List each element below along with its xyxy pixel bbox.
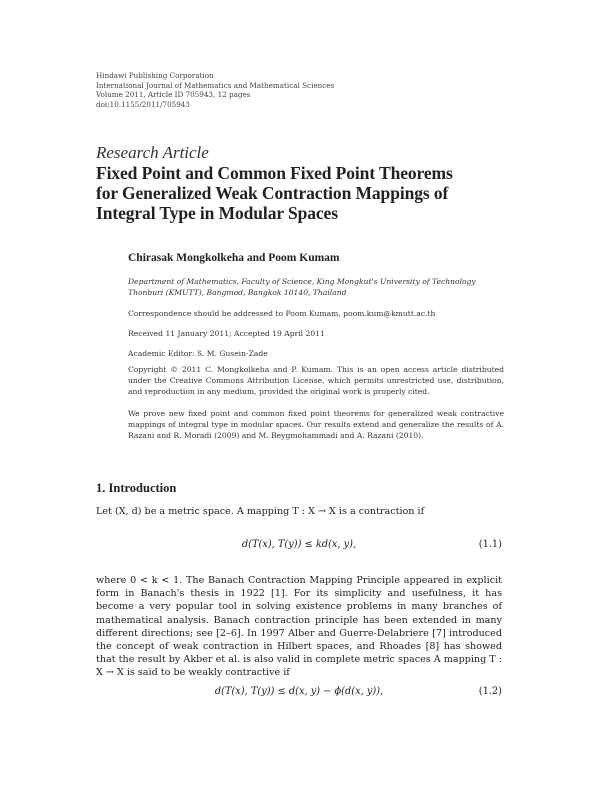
copyright-notice: Copyright © 2011 C. Mongkolkeha and P. Kumam. This is an open access article distributed under the Creative Commons Attribution License, which permits unrestricted use, distribution, and reproduction in any medium, provided the original work is properly cited. <box>128 365 504 396</box>
correspondence: Correspondence should be addressed to Poom Kumam, poom.kum@kmutt.ac.th <box>128 309 436 318</box>
equation-1-1 <box>96 539 502 553</box>
equation-1-2 <box>96 686 502 700</box>
title-line-1: Fixed Point and Common Fixed Point Theorems <box>96 163 453 183</box>
affiliation: Department of Mathematics, Faculty of Science, King Mongkut's University of Technology Thonburi (KMUTT), Bangmod, Bangkok 10140, Thailand <box>128 277 476 297</box>
article-type: Research Article <box>96 143 209 162</box>
intro-paragraph-1: Let (X, d) be a metric space. A mapping T : X → X is a contraction if <box>96 506 425 517</box>
academic-editor: Academic Editor: S. M. Gusein-Zade <box>128 349 268 358</box>
paper-title <box>96 163 516 223</box>
intro-paragraph-2: where 0 < k < 1. The Banach Contraction Mapping Principle appeared in explicit form in Banach's thesis in 1922 [1]. For its simplicity and usefulness, it has become a very popular tool in solving existence problems in many branches of mathematical analysis. Banach contraction principle has been extended in many different directions; see [2–6]. In 1997 Alber and Guerre-Delabriere [7] introduced the concept of weak contraction in Hilbert spaces, and Rhoades [8] has showed that the result by Akber et al. is also valid in complete metric spaces A mapping T : X → X is said to be weakly contractive if <box>96 575 502 679</box>
publisher: Hindawi Publishing Corporation <box>96 71 214 80</box>
title-line-2: for Generalized Weak Contraction Mappings of <box>96 183 449 203</box>
journal-name: International Journal of Mathematics and Mathematical Sciences <box>96 80 335 90</box>
journal-header <box>96 71 334 109</box>
equation-1-1-expression: d(T(x), T(y)) ≤ kd(x, y), <box>241 539 357 550</box>
section-heading: 1. Introduction <box>96 481 177 495</box>
doi: doi:10.1155/2011/705943 <box>96 99 190 109</box>
equation-1-1-number: (1.1) <box>478 539 502 550</box>
equation-1-2-expression: d(T(x), T(y)) ≤ d(x, y) − ϕ(d(x, y)), <box>214 686 384 697</box>
equation-1-2-number: (1.2) <box>478 686 502 697</box>
volume-info: Volume 2011, Article ID 705943, 12 pages <box>96 90 251 100</box>
received-accepted-dates: Received 11 January 2011; Accepted 19 April 2011 <box>128 329 325 338</box>
abstract: We prove new fixed point and common fixed point theorems for generalized weak contractive mappings of integral type in modular spaces. Our results extend and generalize the results of A. Razani and R. Moradi (2009) and M. Beygmohammadi and A. Razani (2010). <box>128 409 504 440</box>
title-line-3: Integral Type in Modular Spaces <box>96 203 338 223</box>
authors: Chirasak Mongkolkeha and Poom Kumam <box>128 252 340 264</box>
